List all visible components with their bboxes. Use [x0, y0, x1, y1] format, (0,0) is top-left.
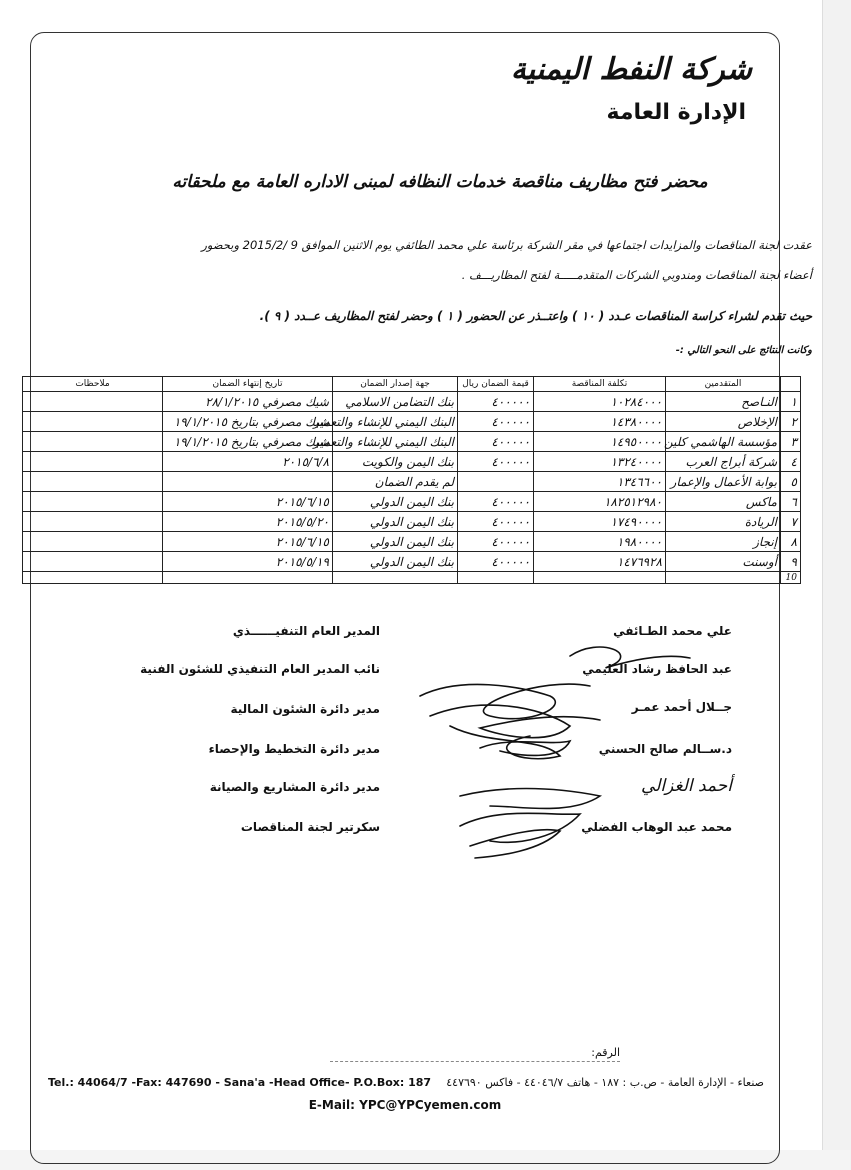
- intro-line-1: عقدت لجنة المناقصات والمزايدات اجتماعها في مقر الشركة برئاسة علي محمد الطائفي يوم الاثنين الموافق 9 /2015/2 وبحضور: [201, 238, 812, 252]
- table-row: [23, 412, 801, 432]
- cell-notes: [23, 552, 163, 572]
- cell-expiry: شيك مصرفي بتاريخ ١٩/١/٢٠١٥: [163, 432, 333, 452]
- results-table: [22, 376, 801, 584]
- signatory-name: جــلال أحمد عمـر: [631, 700, 732, 714]
- signatory-title: نائب المدير العام التنفيذي للشئون الفنية: [140, 662, 380, 676]
- table-header-row: [23, 377, 801, 392]
- cell-no: ٥: [781, 472, 801, 492]
- cell-cost: ١٤٩٥٠٠٠٠: [534, 432, 666, 452]
- cell-no: ٢: [781, 412, 801, 432]
- signatory-name: أحمد الغزالي: [641, 776, 732, 796]
- cell-expiry: ٢٠١٥/٦/١٥: [163, 532, 333, 552]
- cell-expiry: ٢٠١٥/٥/١٩: [163, 552, 333, 572]
- cell-no: 10: [781, 572, 801, 584]
- cell-guarantee: ٤٠٠٠٠٠: [458, 412, 534, 432]
- footer-contact-ar: صنعاء - الإدارة العامة - ص.ب : ١٨٧ - هاتف ٤٤٠٤٦/٧ - فاكس ٤٤٧٦٩٠: [446, 1076, 764, 1089]
- cell-guarantee: ٤٠٠٠٠٠: [458, 532, 534, 552]
- table-row: [23, 492, 801, 512]
- cell-guarantee: ٤٠٠٠٠٠: [458, 552, 534, 572]
- cell-cost: ١٨٢٥١٢٩٨٠: [534, 492, 666, 512]
- footer-email: E-Mail: YPC@YPCyemen.com: [308, 1098, 502, 1112]
- col-no: [781, 377, 801, 392]
- col-issuer: جهة إصدار الضمان: [333, 377, 458, 392]
- footer-contact-en: Tel.: 44064/7 -Fax: 447690 - Sana'a -Head Office- P.O.Box: 187: [48, 1076, 432, 1089]
- intro-line-3: حيث تقدم لشراء كراسة المناقصات عـدد ( ١٠ ) واعتــذر عن الحضور ( ١ ) وحضر لفتح المظاريف عــدد ( ٩ ).: [259, 309, 812, 323]
- cell-expiry: شيك مصرفي بتاريخ ١٩/١/٢٠١٥: [163, 412, 333, 432]
- cell-notes: [23, 392, 163, 412]
- signature-stroke: [460, 813, 580, 842]
- cell-issuer: [333, 572, 458, 584]
- cell-cost: [534, 572, 666, 584]
- intro-line-2: أعضاء لجنة المناقصات ومندوبي الشركات المتقدمـــــة لفتح المظاريـــف .: [461, 268, 812, 282]
- handwritten-signatures: [400, 636, 730, 866]
- cell-notes: [23, 532, 163, 552]
- signature-stroke: [470, 830, 560, 858]
- cell-expiry: شيك مصرفي ٢٨/١/٢٠١٥: [163, 392, 333, 412]
- cell-cost: ١٧٤٩٠٠٠٠: [534, 512, 666, 532]
- cell-guarantee: ٤٠٠٠٠٠: [458, 512, 534, 532]
- cell-notes: [23, 472, 163, 492]
- cell-guarantee: ٤٠٠٠٠٠: [458, 432, 534, 452]
- signatory-title: المدير العام التنفيــــــذي: [232, 624, 380, 638]
- signatory-name: محمد عبد الوهاب الفضلي: [581, 820, 732, 834]
- cell-bidder: مؤسسة الهاشمي كلين: [666, 432, 781, 452]
- cell-guarantee: ٤٠٠٠٠٠: [458, 452, 534, 472]
- cell-bidder: النـاصح: [666, 392, 781, 412]
- department-name: الإدارة العامة: [606, 100, 746, 125]
- page-frame: [30, 32, 780, 1164]
- intro-line-4: وكانت النتائج على النحو التالي :-: [675, 345, 812, 356]
- cell-guarantee: ٤٠٠٠٠٠: [458, 392, 534, 412]
- table-row: [23, 532, 801, 552]
- cell-notes: [23, 572, 163, 584]
- table-row: [23, 392, 801, 412]
- table-row: [23, 512, 801, 532]
- cell-expiry: ٢٠١٥/٥/٢٠: [163, 512, 333, 532]
- cell-expiry: [163, 472, 333, 492]
- cell-issuer: بنك اليمن الدولي: [333, 512, 458, 532]
- cell-issuer: بنك اليمن الدولي: [333, 492, 458, 512]
- cell-no: ٧: [781, 512, 801, 532]
- cell-notes: [23, 492, 163, 512]
- table-row: [23, 432, 801, 452]
- table-row: [23, 452, 801, 472]
- cell-issuer: بنك اليمن والكويت: [333, 452, 458, 472]
- cell-expiry: ٢٠١٥/٦/١٥: [163, 492, 333, 512]
- cell-bidder: أوسنت: [666, 552, 781, 572]
- cell-notes: [23, 432, 163, 452]
- cell-issuer: لم يقدم الضمان: [333, 472, 458, 492]
- scan-edge-right: [822, 0, 851, 1170]
- cell-bidder: بوابة الأعمال والإعمار: [666, 472, 781, 492]
- cell-issuer: بنك اليمن الدولي: [333, 552, 458, 572]
- cell-no: ١: [781, 392, 801, 412]
- signatory-name: عبد الحافظ رشاد العليمي: [582, 662, 732, 676]
- col-bidder: المتقدمين: [666, 377, 781, 392]
- col-cost: تكلفة المناقصة: [534, 377, 666, 392]
- signature-stroke: [430, 705, 600, 738]
- cell-guarantee: ٤٠٠٠٠٠: [458, 492, 534, 512]
- cell-guarantee: [458, 572, 534, 584]
- cell-bidder: الريادة: [666, 512, 781, 532]
- cell-no: ٦: [781, 492, 801, 512]
- cell-bidder: شركة أبراج العرب: [666, 452, 781, 472]
- cell-notes: [23, 452, 163, 472]
- cell-no: ٨: [781, 532, 801, 552]
- col-guarantee: قيمة الضمان ريال: [458, 377, 534, 392]
- cell-issuer: بنك التضامن الاسلامي: [333, 392, 458, 412]
- cell-guarantee: [458, 472, 534, 492]
- currency-note: ريال: [462, 379, 479, 389]
- cell-bidder: إنجاز: [666, 532, 781, 552]
- reference-number-line: الرقم:: [330, 1046, 620, 1062]
- signatory-name: علي محمد الطـائفي: [613, 624, 732, 638]
- cell-bidder: ماكس: [666, 492, 781, 512]
- cell-cost: ١٤٧٦٩٢٨: [534, 552, 666, 572]
- company-name: شركة النفط اليمنية: [510, 52, 752, 87]
- cell-cost: ١٤٣٨٠٠٠٠: [534, 412, 666, 432]
- col-notes: ملاحظات: [23, 377, 163, 392]
- cell-cost: ١٣٤٦٦٠٠: [534, 472, 666, 492]
- cell-issuer: البنك اليمني للإنشاء والتعمير: [333, 432, 458, 452]
- cell-notes: [23, 512, 163, 532]
- signatory-title: مدير دائرة الشئون المالية: [230, 702, 380, 716]
- cell-no: ٩: [781, 552, 801, 572]
- table-row: [23, 552, 801, 572]
- cell-issuer: البنك اليمني للإنشاء والتعمير: [333, 412, 458, 432]
- col-expiry: تاريخ إنتهاء الضمان: [163, 377, 333, 392]
- cell-expiry: ٢٠١٥/٦/٨: [163, 452, 333, 472]
- cell-expiry: [163, 572, 333, 584]
- cell-cost: ١٣٢٤٠٠٠٠: [534, 452, 666, 472]
- cell-issuer: بنك اليمن الدولي: [333, 532, 458, 552]
- cell-no: ٤: [781, 452, 801, 472]
- cell-no: ٣: [781, 432, 801, 452]
- cell-bidder: الإخلاص: [666, 412, 781, 432]
- document-title: محضر فتح مظاريف مناقصة خدمات النظافه لمبنى الاداره العامة مع ملحقاته: [172, 172, 708, 192]
- signature-stroke: [460, 789, 600, 809]
- table-row: [23, 472, 801, 492]
- signatory-title: مدير دائرة التخطيط والإحصاء: [208, 742, 380, 756]
- cell-cost: ١٠٢٨٤٠٠٠: [534, 392, 666, 412]
- cell-notes: [23, 412, 163, 432]
- signatory-name: د.ســالم صالح الحسني: [598, 742, 732, 756]
- signature-stroke: [570, 647, 690, 668]
- cell-cost: ١٩٨٠٠٠٠: [534, 532, 666, 552]
- signatory-title: مدير دائرة المشاريع والصيانة: [209, 780, 380, 794]
- signature-stroke: [420, 684, 590, 719]
- table-row: [23, 572, 801, 584]
- signatory-title: سكرتير لجنة المناقصات: [240, 820, 380, 834]
- cell-bidder: [666, 572, 781, 584]
